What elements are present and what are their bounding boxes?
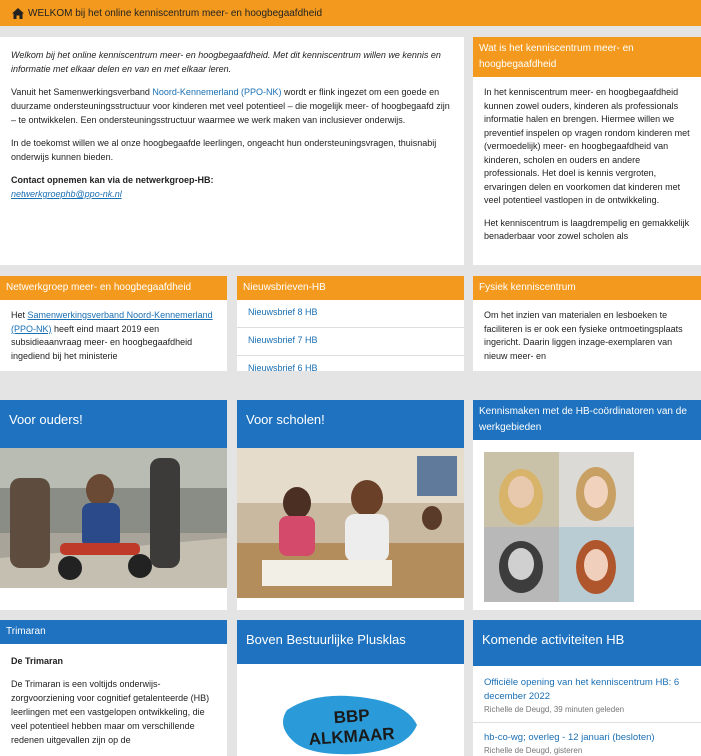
fysiek-card — [473, 276, 701, 371]
trimaran-subtitle: De Trimaran — [11, 656, 64, 666]
activity-meta: Richelle de Deugd, 39 minuten geleden — [484, 705, 625, 714]
what-is-title[interactable]: Wat is het kenniscentrum meer- en hoogbegaafdheid — [473, 37, 701, 77]
plusklas-title[interactable]: Boven Bestuurlijke Plusklas — [237, 620, 464, 664]
contact-email-link[interactable]: netwerkgroephb@ppo-nk.nl — [11, 189, 122, 199]
netwerkgroep-title[interactable]: Netwerkgroep meer- en hoogbegaafdheid — [0, 276, 227, 300]
activity-link[interactable]: hb-co-wg; overleg - 12 januari (besloten) — [484, 732, 655, 743]
intro-p1-text: Vanuit het Samenwerkingsverband — [11, 87, 153, 97]
logo-bbp: BBP — [333, 705, 371, 728]
logo-alkmaar: ALKMAAR — [308, 724, 396, 749]
what-is-text-2: Het kenniscentrum is laagdrempelig en gemakkelijk benaderbaar voor zowel scholen als — [484, 217, 690, 241]
netwerkgroep-text-rest: heeft eind maart 2019 een subsidieaanvraag meer- en hoogbegaafdheid ingediend bij het ministerie — [11, 323, 193, 361]
netwerkgroep-card — [0, 276, 227, 371]
coordinators-card — [473, 400, 701, 610]
bbp-alkmaar-logo[interactable] — [277, 690, 427, 756]
ouders-card[interactable] — [0, 400, 227, 610]
contact-label: Contact opnemen kan via de netwerkgroep-HB: — [11, 175, 214, 185]
intro-card — [0, 37, 464, 265]
intro-paragraph-2: In de toekomst willen we al onze hoogbegaafde leerlingen, ongeacht hun ondersteuningsvragen, thuisnabij onderwijs kunnen bieden. — [11, 138, 437, 162]
activiteiten-title[interactable]: Komende activiteiten HB — [473, 620, 701, 666]
coordinators-title[interactable]: Kennismaken met de HB-coördinatoren van de werkgebieden — [473, 400, 701, 440]
activity-item[interactable] — [473, 666, 701, 723]
nieuwsbrieven-title[interactable]: Nieuwsbrieven-HB — [237, 276, 464, 300]
netwerkgroep-text: Het — [11, 310, 28, 320]
what-is-text: In het kenniscentrum meer- en hoogbegaafdheid kunnen zowel ouders, kinderen als professionals informatie halen en brengen. Hiermee willen we preventief inspelen op vragen rondom kinderen met (vermoedelijk) meer- en hoogbegaafdheid van kinderen, scholen en ouders en andere professionals. Het doel is kennis vergroten, ervaringen delen en voorkomen dat kinderen met veel potentieel vastlopen in de ontwikkeling. — [484, 87, 690, 205]
fysiek-text: Om het inzien van materialen en lesboeken te faciliteren is er ook een fysieke ontmoetingsplaats ingericht. Daarin liggen inzage-exemplaren van nieuw meer- en — [484, 310, 683, 361]
newsletter-link[interactable]: Nieuwsbrief 6 HB — [237, 356, 464, 371]
newsletter-link[interactable]: Nieuwsbrief 7 HB — [237, 328, 464, 356]
trimaran-text: De Trimaran is een voltijds onderwijs-zorgvoorziening voor cognitief getalenteerde (HB) leerlingen met een vastgelopen ontwikkeling, die veel potentieel hebben maar om verschillende redenen uitgevallen zijn op de — [11, 679, 210, 745]
scholen-photo[interactable] — [237, 448, 464, 598]
activity-meta: Richelle de Deugd, gisteren — [484, 746, 583, 755]
welcome-title: WELKOM bij het online kenniscentrum meer- en hoogbegaafdheid — [28, 7, 323, 19]
activiteiten-card — [473, 620, 701, 756]
what-is-card — [473, 37, 701, 265]
scholen-title[interactable]: Voor scholen! — [237, 400, 464, 448]
intro-paragraph-1 — [11, 85, 453, 127]
ouders-title[interactable]: Voor ouders! — [0, 400, 227, 448]
trimaran-card — [0, 620, 227, 756]
scholen-card[interactable] — [237, 400, 464, 610]
welcome-bar — [0, 0, 701, 26]
fysiek-title[interactable]: Fysiek kenniscentrum — [473, 276, 701, 300]
newsletter-link[interactable]: Nieuwsbrief 8 HB — [237, 300, 464, 328]
activity-item[interactable] — [473, 723, 701, 756]
plusklas-card — [237, 620, 464, 756]
intro-lead: Welkom bij het online kenniscentrum meer- en hoogbegaafdheid. Met dit kenniscentrum willen we kennis en informatie met elkaar delen en van en met elkaar leren. — [11, 50, 441, 74]
activity-link[interactable]: Officiële opening van het kenniscentrum HB: 6 december 2022 — [484, 677, 680, 702]
trimaran-title[interactable]: Trimaran — [0, 620, 227, 644]
samenwerkingsverband-link[interactable]: Samenwerkingsverband Noord-Kennemerland (PPO-NK) — [11, 310, 213, 334]
ppo-nk-link[interactable]: Noord-Kennemerland (PPO-NK) — [152, 87, 282, 97]
nieuwsbrieven-card — [237, 276, 464, 371]
ouders-photo[interactable] — [0, 448, 227, 588]
intro-p1-rest: wordt er flink ingezet om een goede en duurzame ondersteuningsstructuur voor kinderen met veel potentieel – die mogelijk meer- of hoogbegaafd zijn – te ontwikkelen. Een ondersteuningsstructuur waarmee we werk maken van inclusiever onderwijs. — [11, 87, 450, 125]
home-icon[interactable] — [12, 8, 24, 19]
coordinators-photo[interactable] — [484, 452, 634, 602]
